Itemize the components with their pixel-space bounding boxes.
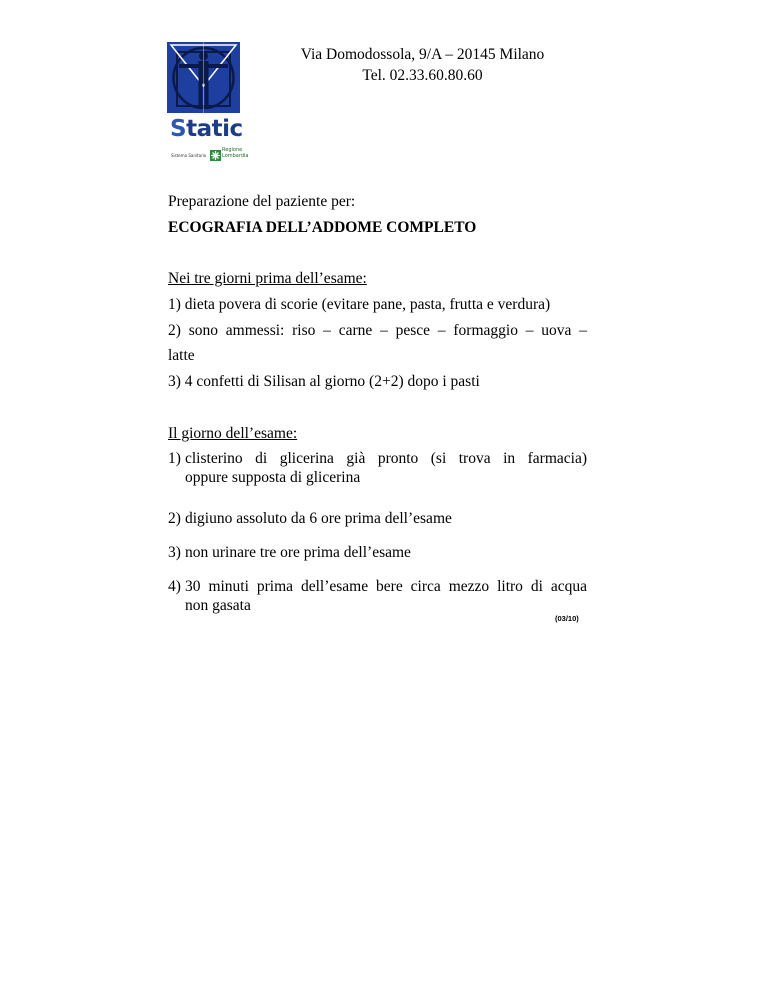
- section2-item-1: 1) clisterino di glicerina già pronto (si trova in farmacia) oppure supposta di glicerina: [168, 450, 587, 486]
- section1-heading: Nei tre giorni prima dell’esame:: [168, 270, 367, 287]
- regione-lombardia-logo-icon: [210, 148, 221, 166]
- section1-item-3: 3) 4 confetti di Silisan al giorno (2+2) dopo i pasti: [168, 373, 480, 390]
- brand-logo-text: Static: [170, 116, 243, 142]
- vitruvian-man-logo-icon: [167, 42, 240, 113]
- document-code: (03/10): [555, 614, 579, 623]
- section2-heading: Il giorno dell’esame:: [168, 425, 298, 442]
- section1-item-2-continuation: latte: [168, 347, 195, 364]
- section2-item-3: 3) non urinare tre ore prima dell’esame: [168, 544, 411, 561]
- sistema-sanitario-text: Sistema Sanitario: [171, 153, 207, 158]
- exam-title: ECOGRAFIA DELL’ADDOME COMPLETO: [168, 219, 477, 236]
- section2-item-2: 2) digiuno assoluto da 6 ore prima dell’esame: [168, 510, 452, 527]
- clinic-address: Via Domodossola, 9/A – 20145 Milano: [300, 46, 545, 63]
- section1-item-1: 1) dieta povera di scorie (evitare pane, pasta, frutta e verdura): [168, 296, 551, 313]
- section1-item-2: 2) sono ammessi: riso – carne – pesce – formaggio – uova –: [168, 322, 587, 339]
- regione-lombardia-text: Regione Lombardia: [222, 147, 249, 159]
- section2-item-4: 4) 30 minuti prima dell’esame bere circa mezzo litro di acqua non gasata: [168, 578, 587, 614]
- clinic-phone: Tel. 02.33.60.80.60: [362, 67, 483, 84]
- intro-text: Preparazione del paziente per:: [168, 193, 356, 210]
